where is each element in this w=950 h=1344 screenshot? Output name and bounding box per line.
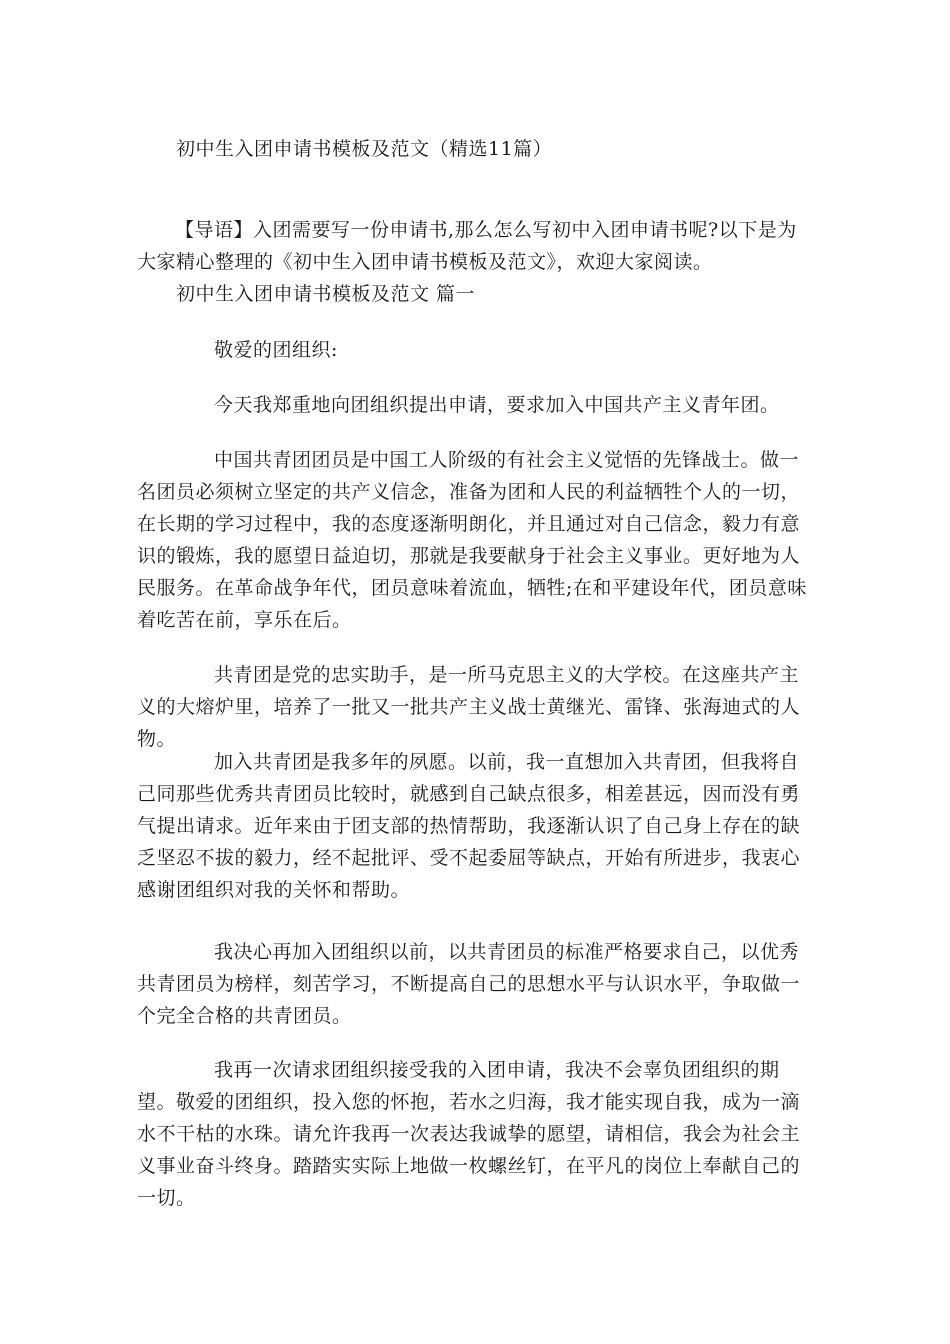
body-paragraph: 共青团是党的忠实助手，是一所马克思主义的大学校。在这座共产主义的大熔炉里，培养了一批又一批共产主义战士黄继光、雷锋、张海迪式的人物。 [137,664,801,750]
intro-paragraph: 【导语】入团需要写一份申请书,那么怎么写初中入团申请书呢?以下是为大家精心整理的《初中生入团申请书模板及范文》，欢迎大家阅读。 [137,219,797,273]
body-paragraph: 我决心再加入团组织以前，以共青团员的标准严格要求自己，以优秀共青团员为榜样，刻苦学习，不断提高自己的思想水平与认识水平，争取做一个完全合格的共青团员。 [137,941,801,1027]
salutation: 敬爱的团组织: [214,339,338,361]
body-paragraph: 中国共青团团员是中国工人阶级的有社会主义觉悟的先锋战士。做一名团员必须树立坚定的共产义信念，准备为团和人民的利益牺牲个人的一切，在长期的学习过程中，我的态度逐渐明朗化，并且通过对自己信念，毅力有意识的锻炼，我的愿望日益迫切，那就是我要献身于社会主义事业。更好地为人民服务。在革命战争年代，团员意味着流血，牺牲;在和平建设年代，团员意味着吃苦在前，享乐在后。 [137,449,807,631]
document-title: 初中生入团申请书模板及范文（精选11篇） [176,138,553,160]
body-paragraph: 加入共青团是我多年的夙愿。以前，我一直想加入共青团，但我将自己同那些优秀共青团员比较时，就感到自己缺点很多，相差甚远，因而没有勇气提出请求。近年来由于团支部的热情帮助，我逐渐认识了自己身上存在的缺乏坚忍不拔的毅力，经不起批评、受不起委屈等缺点，开始有所进步，我衷心感谢团组织对我的关怀和帮助。 [137,751,801,901]
body-paragraph: 今天我郑重地向团组织提出申请，要求加入中国共产主义青年团。 [214,394,780,416]
section-title: 初中生入团申请书模板及范文 篇一 [176,283,476,305]
body-paragraph: 我再一次请求团组织接受我的入团申请，我决不会辜负团组织的期望。敬爱的团组织，投入您的怀抱，若水之归海，我才能实现自我，成为一滴水不干枯的水珠。请允许我再一次表达我诚挚的愿望，请相信，我会为社会主义事业奋斗终身。踏踏实实际上地做一枚螺丝钉，在平凡的岗位上奉献自己的一切。 [137,1059,801,1209]
